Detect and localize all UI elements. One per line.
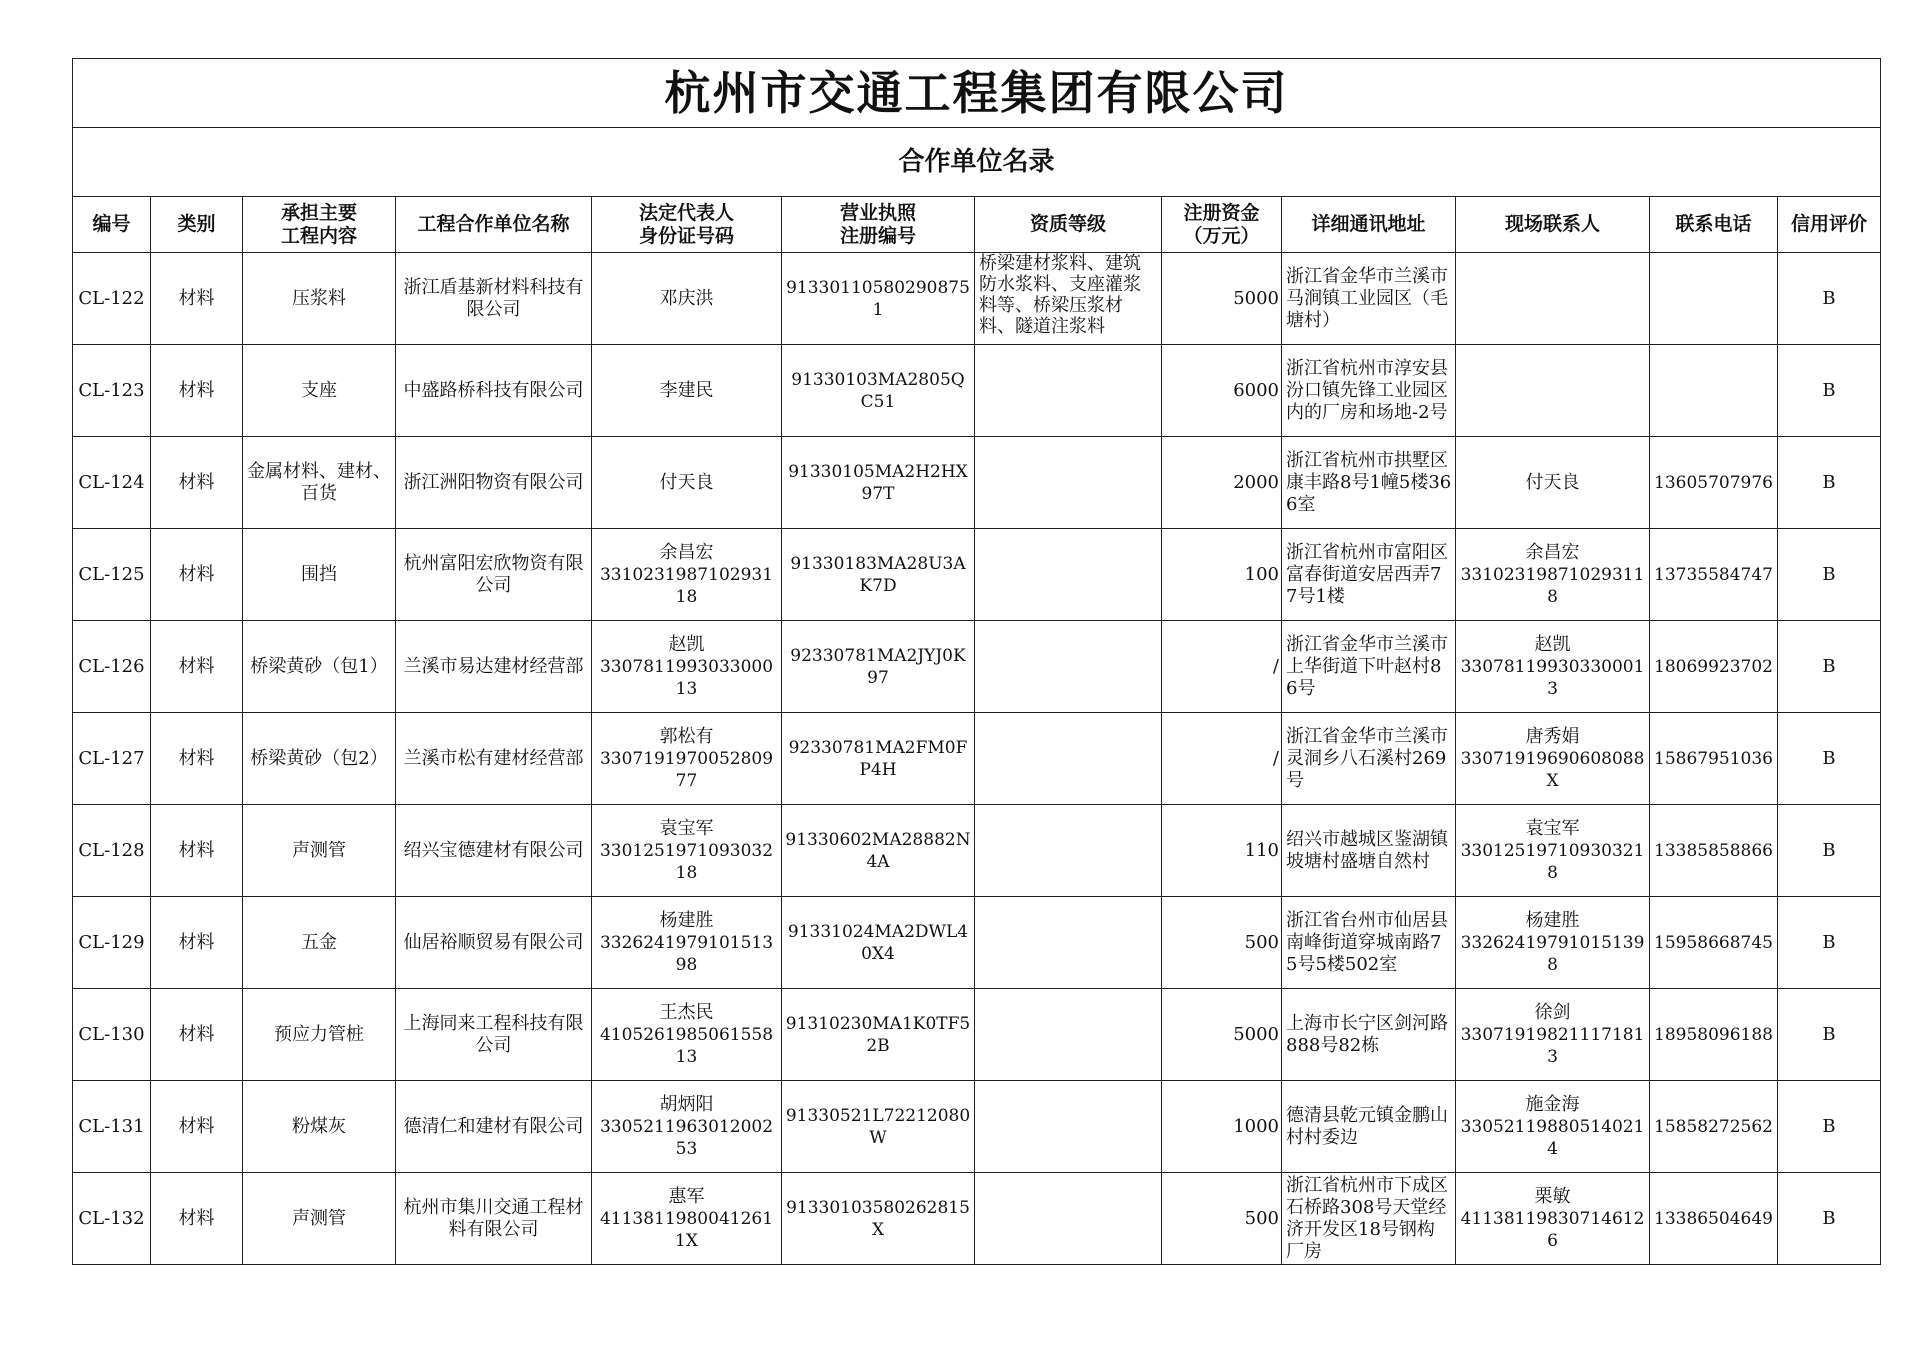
legal-id: 330719197005280977 xyxy=(599,748,774,791)
contact-name: 赵凯 xyxy=(1534,633,1571,655)
contact-id: 411381198307146126 xyxy=(1460,1208,1645,1251)
legal-id: 332624197910151398 xyxy=(599,932,774,975)
legal-id: 330781199303300013 xyxy=(599,656,774,699)
cell-id: CL-126 xyxy=(73,621,151,713)
cell-address: 浙江省杭州市富阳区富春街道安居西弄77号1楼 xyxy=(1282,529,1456,621)
company-title: 杭州市交通工程集团有限公司 xyxy=(73,59,1881,128)
cell-contact xyxy=(1456,1173,1650,1265)
cell-contact xyxy=(1456,253,1650,345)
cell-phone: 13385858866 xyxy=(1650,805,1778,897)
cell-content: 压浆料 xyxy=(243,253,396,345)
cell-credit: B xyxy=(1778,345,1881,437)
cell-contact xyxy=(1456,1081,1650,1173)
cell-license: 92330781MA2FM0FP4H xyxy=(782,713,975,805)
header-category: 类别 xyxy=(151,197,243,253)
cell-contact xyxy=(1456,437,1650,529)
cell-contact xyxy=(1456,621,1650,713)
cell-content: 围挡 xyxy=(243,529,396,621)
cell-license: 91330103MA2805QC51 xyxy=(782,345,975,437)
legal-name: 赵凯 xyxy=(668,633,705,655)
cell-id: CL-125 xyxy=(73,529,151,621)
cell-license: 91310230MA1K0TF52B xyxy=(782,989,975,1081)
legal-name: 付天良 xyxy=(659,471,714,493)
contact-id: 330521198805140214 xyxy=(1460,1116,1645,1159)
contact-id: 330781199303300013 xyxy=(1460,656,1645,699)
cell-unit-name: 浙江洲阳物资有限公司 xyxy=(396,437,592,529)
contact-name: 袁宝军 xyxy=(1525,817,1580,839)
cell-unit-name: 中盛路桥科技有限公司 xyxy=(396,345,592,437)
table-row xyxy=(73,1173,1881,1265)
cell-id: CL-132 xyxy=(73,1173,151,1265)
cell-content: 预应力管桩 xyxy=(243,989,396,1081)
cell-license: 91330105MA2H2HX97T xyxy=(782,437,975,529)
header-address: 详细通讯地址 xyxy=(1282,197,1456,253)
cell-license: 91330103580262815X xyxy=(782,1173,975,1265)
table-row xyxy=(73,897,1881,989)
cell-category: 材料 xyxy=(151,253,243,345)
cell-legal xyxy=(592,529,782,621)
cell-unit-name: 兰溪市松有建材经营部 xyxy=(396,713,592,805)
legal-name: 余昌宏 xyxy=(659,541,714,563)
cell-content: 声测管 xyxy=(243,1173,396,1265)
header-qualification: 资质等级 xyxy=(975,197,1162,253)
cell-address: 浙江省杭州市拱墅区康丰路8号1幢5楼366室 xyxy=(1282,437,1456,529)
cell-license: 91331024MA2DWL40X4 xyxy=(782,897,975,989)
cell-credit: B xyxy=(1778,437,1881,529)
header-id: 编号 xyxy=(73,197,151,253)
cell-id: CL-128 xyxy=(73,805,151,897)
cell-qualification xyxy=(975,621,1162,713)
cell-credit: B xyxy=(1778,897,1881,989)
cell-content: 桥梁黄砂（包1） xyxy=(243,621,396,713)
header-legal: 法定代表人 身份证号码 xyxy=(592,197,782,253)
directory-subtitle: 合作单位名录 xyxy=(73,128,1881,197)
cell-phone: 15858272562 xyxy=(1650,1081,1778,1173)
legal-id: 410526198506155813 xyxy=(599,1024,774,1067)
cell-qualification xyxy=(975,897,1162,989)
cell-unit-name: 杭州富阳宏欣物资有限公司 xyxy=(396,529,592,621)
cell-address: 浙江省金华市兰溪市上华街道下叶赵村86号 xyxy=(1282,621,1456,713)
header-capital: 注册资金 （万元） xyxy=(1162,197,1282,253)
cell-category: 材料 xyxy=(151,1081,243,1173)
header-phone: 联系电话 xyxy=(1650,197,1778,253)
cell-content: 五金 xyxy=(243,897,396,989)
cell-phone xyxy=(1650,253,1778,345)
contact-name: 施金海 xyxy=(1525,1093,1580,1115)
cell-id: CL-130 xyxy=(73,989,151,1081)
cell-category: 材料 xyxy=(151,437,243,529)
contact-name: 余昌宏 xyxy=(1525,541,1580,563)
cell-address: 浙江省杭州市淳安县汾口镇先锋工业园区内的厂房和场地-2号 xyxy=(1282,345,1456,437)
cell-credit: B xyxy=(1778,1081,1881,1173)
cell-capital: 500 xyxy=(1162,1173,1282,1265)
cell-qualification xyxy=(975,805,1162,897)
partner-table xyxy=(72,58,1881,1265)
cell-contact xyxy=(1456,529,1650,621)
header-unit-name: 工程合作单位名称 xyxy=(396,197,592,253)
cell-license: 913301105802908751 xyxy=(782,253,975,345)
contact-id: 33071919690608088X xyxy=(1460,748,1645,791)
contact-name: 徐剑 xyxy=(1534,1001,1571,1023)
cell-contact xyxy=(1456,897,1650,989)
table-row xyxy=(73,437,1881,529)
table-row xyxy=(73,1081,1881,1173)
contact-name: 杨建胜 xyxy=(1525,909,1580,931)
table-row xyxy=(73,713,1881,805)
cell-address: 绍兴市越城区鉴湖镇坡塘村盛塘自然村 xyxy=(1282,805,1456,897)
contact-name: 付天良 xyxy=(1525,471,1580,493)
cell-address: 浙江省台州市仙居县南峰街道穿城南路75号5楼502室 xyxy=(1282,897,1456,989)
cell-credit: B xyxy=(1778,529,1881,621)
cell-capital: 500 xyxy=(1162,897,1282,989)
cell-id: CL-124 xyxy=(73,437,151,529)
cell-content: 支座 xyxy=(243,345,396,437)
cell-content: 粉煤灰 xyxy=(243,1081,396,1173)
table-row xyxy=(73,253,1881,345)
cell-legal xyxy=(592,713,782,805)
legal-name: 杨建胜 xyxy=(659,909,714,931)
cell-category: 材料 xyxy=(151,805,243,897)
cell-phone: 13605707976 xyxy=(1650,437,1778,529)
cell-legal xyxy=(592,253,782,345)
contact-name: 唐秀娟 xyxy=(1525,725,1580,747)
cell-unit-name: 杭州市集川交通工程材料有限公司 xyxy=(396,1173,592,1265)
legal-name: 李建民 xyxy=(659,379,714,401)
contact-id: 330719198211171813 xyxy=(1460,1024,1645,1067)
table-row xyxy=(73,345,1881,437)
cell-category: 材料 xyxy=(151,1173,243,1265)
cell-legal xyxy=(592,1173,782,1265)
legal-id: 41138119800412611X xyxy=(599,1208,774,1251)
cell-capital: 6000 xyxy=(1162,345,1282,437)
cell-credit: B xyxy=(1778,253,1881,345)
cell-category: 材料 xyxy=(151,529,243,621)
cell-capital: / xyxy=(1162,621,1282,713)
cell-phone: 15958668745 xyxy=(1650,897,1778,989)
cell-capital: / xyxy=(1162,713,1282,805)
cell-address: 浙江省杭州市下成区石桥路308号天堂经济开发区18号钢构厂房 xyxy=(1282,1173,1456,1265)
cell-license: 91330602MA28882N4A xyxy=(782,805,975,897)
cell-credit: B xyxy=(1778,805,1881,897)
contact-name: 栗敏 xyxy=(1534,1185,1571,1207)
cell-unit-name: 浙江盾基新材料科技有限公司 xyxy=(396,253,592,345)
cell-contact xyxy=(1456,345,1650,437)
contact-id: 331023198710293118 xyxy=(1460,564,1645,607)
cell-address: 浙江省金华市兰溪市灵洞乡八石溪村269号 xyxy=(1282,713,1456,805)
header-row xyxy=(73,197,1881,253)
cell-qualification xyxy=(975,345,1162,437)
directory-sheet xyxy=(72,58,1880,1265)
cell-credit: B xyxy=(1778,621,1881,713)
cell-license: 91330521L72212080W xyxy=(782,1081,975,1173)
cell-capital: 1000 xyxy=(1162,1081,1282,1173)
cell-phone: 15867951036 xyxy=(1650,713,1778,805)
legal-id: 330521196301200253 xyxy=(599,1116,774,1159)
cell-qualification xyxy=(975,713,1162,805)
cell-id: CL-129 xyxy=(73,897,151,989)
legal-id: 331023198710293118 xyxy=(599,564,774,607)
cell-qualification xyxy=(975,989,1162,1081)
cell-legal xyxy=(592,989,782,1081)
header-license: 营业执照 注册编号 xyxy=(782,197,975,253)
cell-qualification xyxy=(975,529,1162,621)
cell-contact xyxy=(1456,805,1650,897)
cell-phone xyxy=(1650,345,1778,437)
cell-unit-name: 仙居裕顺贸易有限公司 xyxy=(396,897,592,989)
cell-capital: 5000 xyxy=(1162,253,1282,345)
cell-legal xyxy=(592,805,782,897)
cell-address: 浙江省金华市兰溪市马涧镇工业园区（毛塘村） xyxy=(1282,253,1456,345)
cell-credit: B xyxy=(1778,1173,1881,1265)
header-content: 承担主要 工程内容 xyxy=(243,197,396,253)
legal-name: 袁宝军 xyxy=(659,817,714,839)
cell-unit-name: 上海同来工程科技有限公司 xyxy=(396,989,592,1081)
cell-legal xyxy=(592,621,782,713)
cell-category: 材料 xyxy=(151,621,243,713)
cell-id: CL-131 xyxy=(73,1081,151,1173)
table-body xyxy=(73,253,1881,1265)
legal-name: 王杰民 xyxy=(659,1001,714,1023)
cell-category: 材料 xyxy=(151,989,243,1081)
cell-credit: B xyxy=(1778,989,1881,1081)
cell-capital: 5000 xyxy=(1162,989,1282,1081)
cell-legal xyxy=(592,437,782,529)
legal-name: 惠军 xyxy=(668,1185,705,1207)
legal-name: 郭松有 xyxy=(659,725,714,747)
cell-content: 声测管 xyxy=(243,805,396,897)
cell-content: 桥梁黄砂（包2） xyxy=(243,713,396,805)
cell-content: 金属材料、建材、百货 xyxy=(243,437,396,529)
cell-address: 上海市长宁区剑河路888号82栋 xyxy=(1282,989,1456,1081)
cell-phone: 18069923702 xyxy=(1650,621,1778,713)
header-contact: 现场联系人 xyxy=(1456,197,1650,253)
cell-capital: 110 xyxy=(1162,805,1282,897)
table-row xyxy=(73,529,1881,621)
legal-id: 330125197109303218 xyxy=(599,840,774,883)
cell-unit-name: 德清仁和建材有限公司 xyxy=(396,1081,592,1173)
contact-id: 332624197910151398 xyxy=(1460,932,1645,975)
cell-capital: 100 xyxy=(1162,529,1282,621)
cell-contact xyxy=(1456,713,1650,805)
cell-id: CL-127 xyxy=(73,713,151,805)
contact-id: 330125197109303218 xyxy=(1460,840,1645,883)
cell-legal xyxy=(592,345,782,437)
cell-address: 德清县乾元镇金鹏山村村委边 xyxy=(1282,1081,1456,1173)
cell-id: CL-122 xyxy=(73,253,151,345)
table-row xyxy=(73,621,1881,713)
cell-phone: 18958096188 xyxy=(1650,989,1778,1081)
cell-license: 91330183MA28U3AK7D xyxy=(782,529,975,621)
cell-capital: 2000 xyxy=(1162,437,1282,529)
cell-unit-name: 兰溪市易达建材经营部 xyxy=(396,621,592,713)
cell-qualification xyxy=(975,1081,1162,1173)
cell-license: 92330781MA2JYJ0K97 xyxy=(782,621,975,713)
cell-id: CL-123 xyxy=(73,345,151,437)
table-row xyxy=(73,805,1881,897)
cell-qualification xyxy=(975,437,1162,529)
cell-credit: B xyxy=(1778,713,1881,805)
cell-unit-name: 绍兴宝德建材有限公司 xyxy=(396,805,592,897)
cell-qualification xyxy=(975,1173,1162,1265)
cell-phone: 13735584747 xyxy=(1650,529,1778,621)
cell-category: 材料 xyxy=(151,345,243,437)
cell-legal xyxy=(592,897,782,989)
cell-qualification: 桥梁建材浆料、建筑防水浆料、支座灌浆料等、桥梁压浆材料、隧道注浆料 xyxy=(975,253,1162,345)
legal-name: 胡炳阳 xyxy=(659,1093,714,1115)
header-credit: 信用评价 xyxy=(1778,197,1881,253)
table-row xyxy=(73,989,1881,1081)
legal-name: 邓庆洪 xyxy=(659,287,714,309)
cell-phone: 13386504649 xyxy=(1650,1173,1778,1265)
cell-contact xyxy=(1456,989,1650,1081)
cell-category: 材料 xyxy=(151,897,243,989)
cell-legal xyxy=(592,1081,782,1173)
cell-category: 材料 xyxy=(151,713,243,805)
